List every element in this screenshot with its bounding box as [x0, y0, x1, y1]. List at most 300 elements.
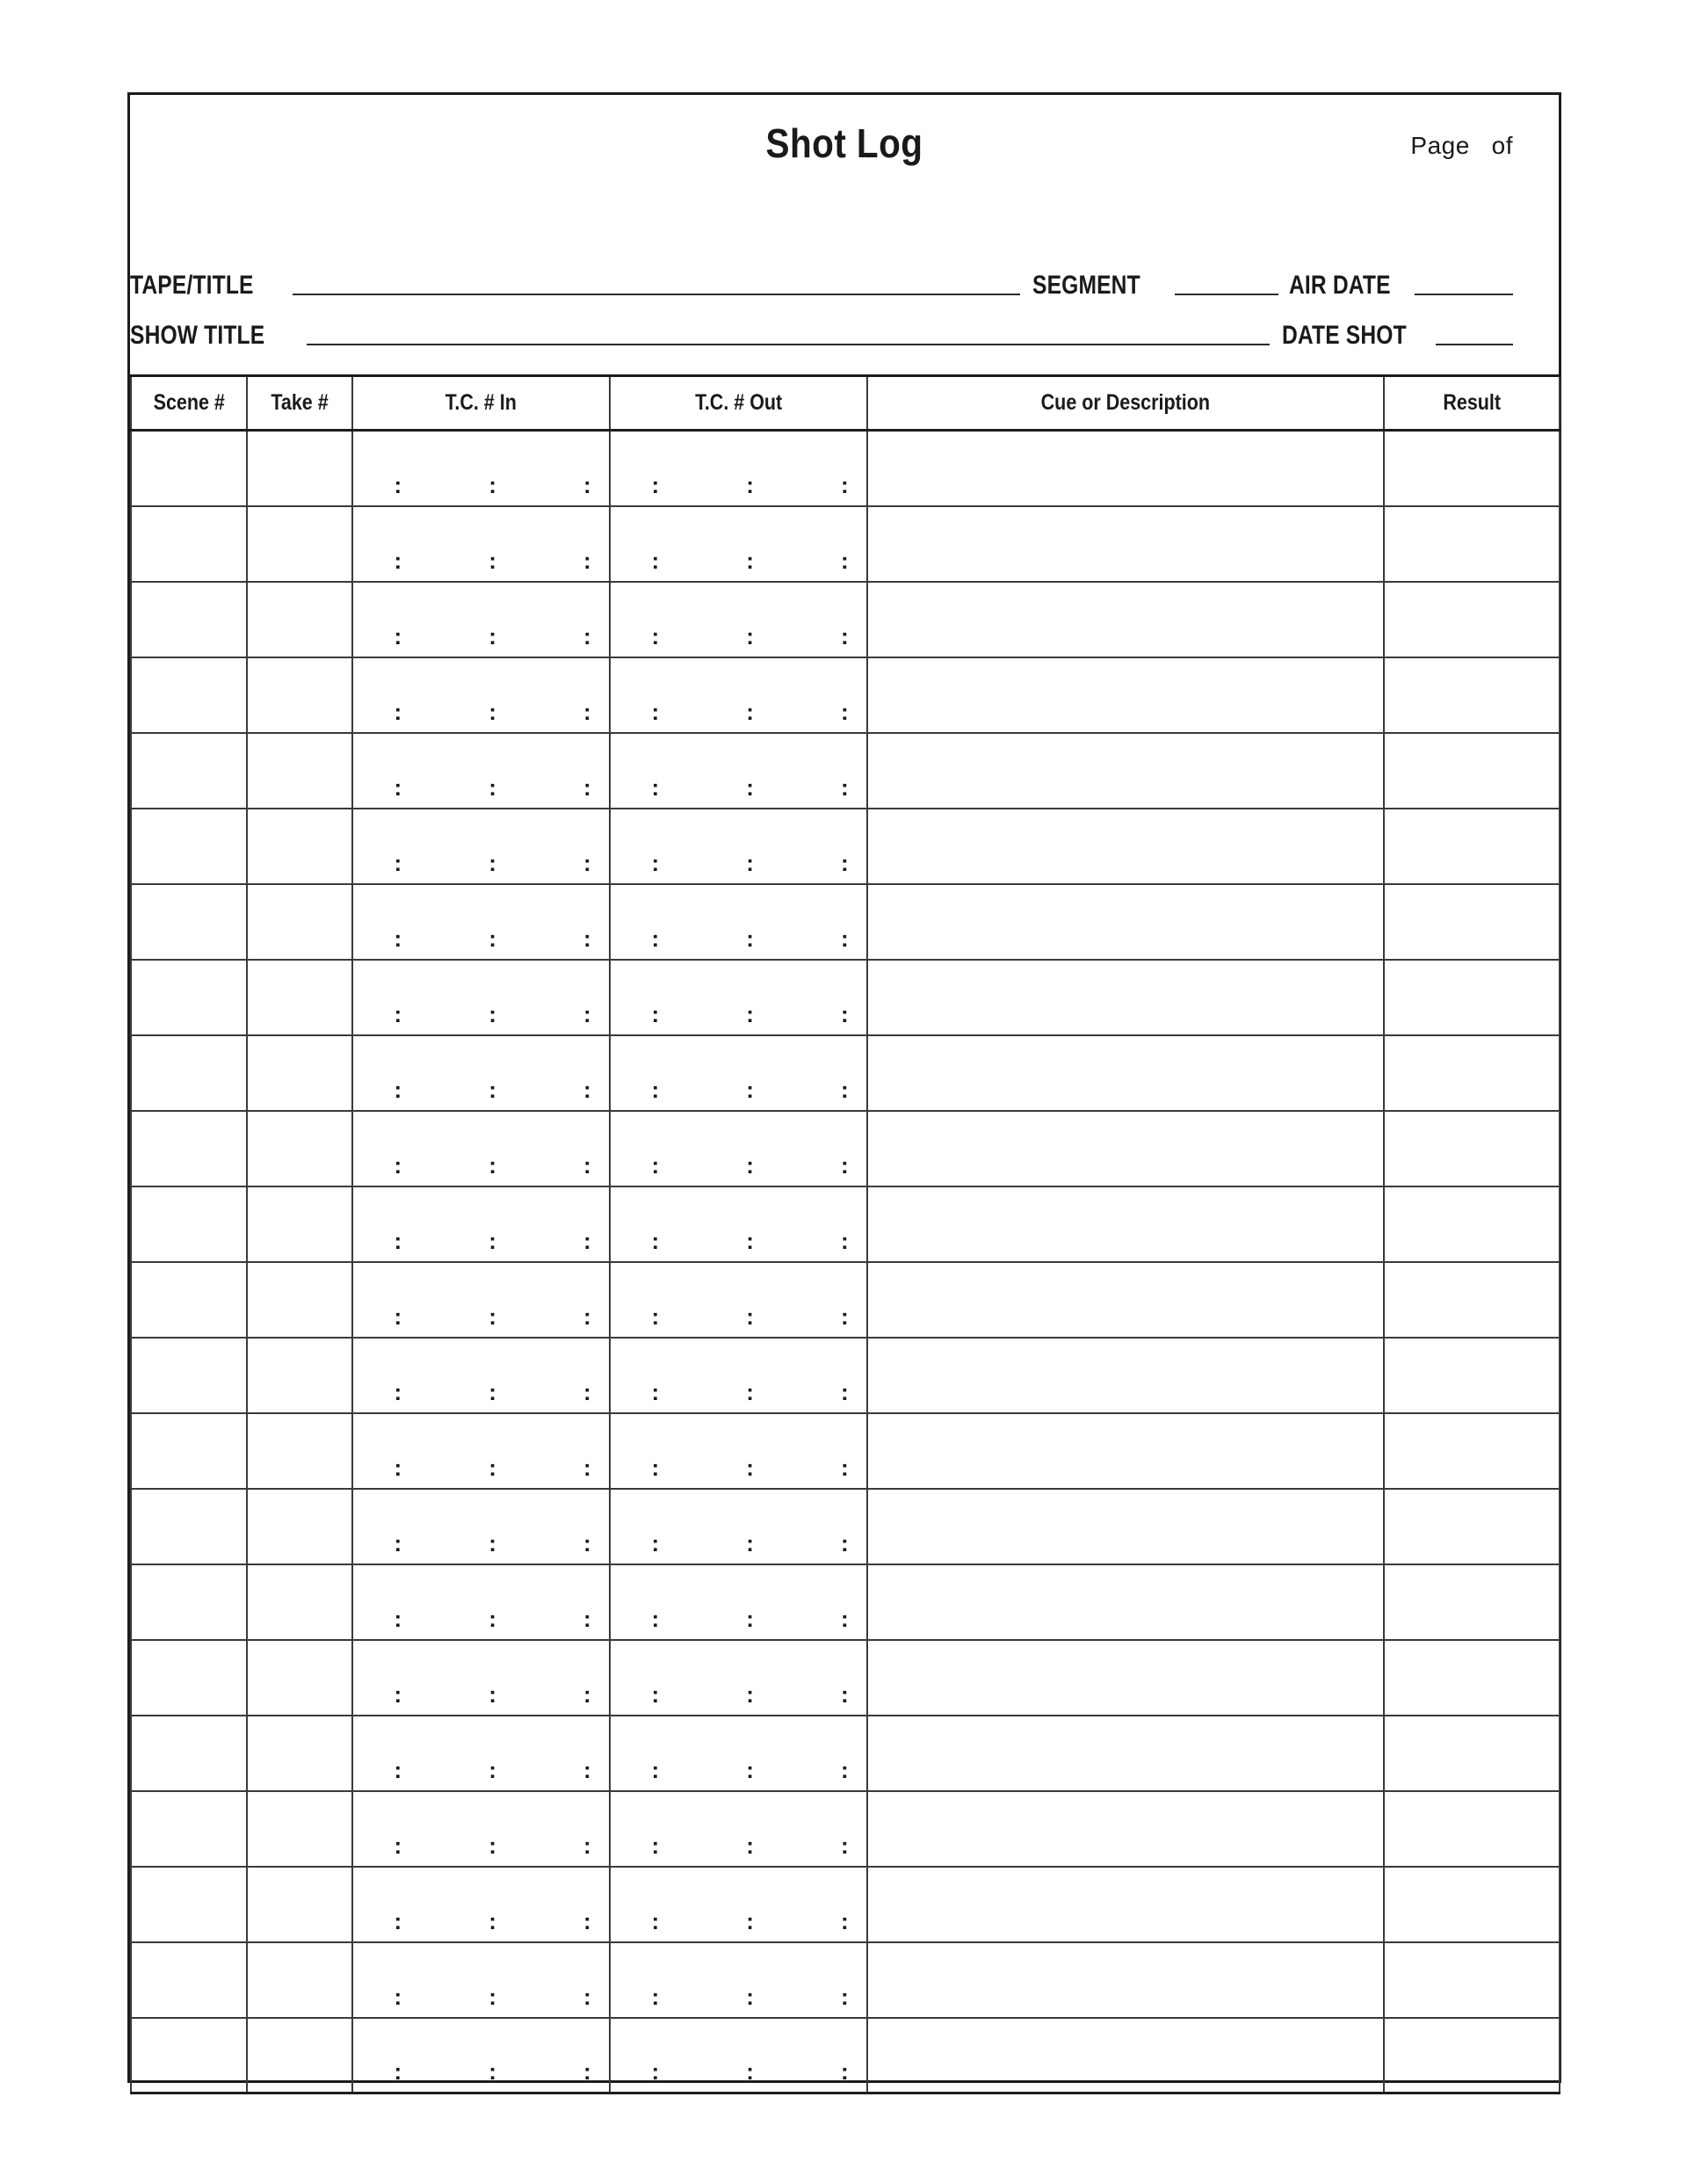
table-row — [131, 809, 1560, 884]
column-header-scene-label: Scene # — [153, 390, 225, 415]
timecode-separators — [394, 925, 591, 952]
cell-result[interactable] — [1384, 1035, 1560, 1111]
cell-tcout[interactable] — [610, 1867, 867, 1942]
cell-tcout[interactable] — [610, 1716, 867, 1791]
colon-separator: : — [489, 1529, 496, 1556]
cell-take[interactable] — [247, 1035, 352, 1111]
cell-take[interactable] — [247, 1111, 352, 1186]
timecode-separators — [651, 1680, 849, 1708]
colon-separator: : — [651, 1151, 660, 1179]
table-row — [131, 1413, 1560, 1489]
timecode-separators — [394, 1454, 591, 1481]
colon-separator: : — [651, 1378, 660, 1405]
table-row — [131, 506, 1560, 582]
date-shot-label: DATE SHOT — [1282, 321, 1407, 350]
cell-scene[interactable] — [131, 1338, 247, 1413]
timecode-separators — [394, 698, 591, 725]
colon-separator: : — [394, 471, 402, 498]
cell-scene[interactable] — [131, 506, 247, 582]
timecode-separators — [394, 471, 591, 498]
colon-separator: : — [583, 1076, 591, 1103]
colon-separator: : — [583, 1756, 591, 1783]
colon-separator: : — [746, 2058, 754, 2085]
timecode-separators — [394, 622, 591, 649]
cell-result[interactable] — [1384, 1186, 1560, 1262]
colon-separator: : — [489, 1832, 496, 1859]
cell-tcin[interactable] — [352, 506, 610, 582]
cell-scene[interactable] — [131, 431, 247, 506]
colon-separator: : — [840, 1151, 849, 1179]
colon-separator: : — [583, 773, 591, 801]
timecode-separators — [651, 1227, 849, 1254]
table-row — [131, 1716, 1560, 1791]
cell-scene[interactable] — [131, 1262, 247, 1338]
table-row — [131, 1186, 1560, 1262]
colon-separator: : — [489, 1454, 496, 1481]
colon-separator: : — [840, 698, 849, 725]
cell-take[interactable] — [247, 1640, 352, 1716]
shot-log-form — [127, 92, 1561, 2083]
colon-separator: : — [840, 1076, 849, 1103]
cell-tcout[interactable] — [610, 1413, 867, 1489]
colon-separator: : — [746, 1000, 754, 1027]
cell-cue[interactable] — [867, 1111, 1384, 1186]
colon-separator: : — [840, 773, 849, 801]
cell-cue[interactable] — [867, 506, 1384, 582]
page-number-field[interactable]: Page of — [1410, 132, 1513, 159]
cell-tcin[interactable] — [352, 1262, 610, 1338]
colon-separator: : — [840, 1378, 849, 1405]
colon-separator: : — [746, 622, 754, 649]
colon-separator: : — [394, 1378, 402, 1405]
timecode-separators — [394, 1076, 591, 1103]
cell-cue[interactable] — [867, 733, 1384, 809]
cell-tcin[interactable] — [352, 582, 610, 657]
colon-separator: : — [746, 1680, 754, 1708]
cell-cue[interactable] — [867, 657, 1384, 733]
colon-separator: : — [394, 622, 402, 649]
cell-cue[interactable] — [867, 1640, 1384, 1716]
header-field-row-2 — [130, 310, 1559, 351]
cell-scene[interactable] — [131, 1716, 247, 1791]
colon-separator: : — [583, 2058, 591, 2085]
cell-result[interactable] — [1384, 809, 1560, 884]
colon-separator: : — [746, 1454, 754, 1481]
colon-separator: : — [651, 1983, 660, 2010]
colon-separator: : — [394, 1680, 402, 1708]
colon-separator: : — [583, 1605, 591, 1632]
cell-cue[interactable] — [867, 1564, 1384, 1640]
cell-result[interactable] — [1384, 1564, 1560, 1640]
cell-result[interactable] — [1384, 2018, 1560, 2093]
cell-take[interactable] — [247, 431, 352, 506]
cell-result[interactable] — [1384, 1791, 1560, 1867]
cell-tcin[interactable] — [352, 960, 610, 1035]
colon-separator: : — [394, 1983, 402, 2010]
colon-separator: : — [651, 1529, 660, 1556]
cell-tcout[interactable] — [610, 1186, 867, 1262]
colon-separator: : — [840, 849, 849, 876]
cell-tcout[interactable] — [610, 1111, 867, 1186]
colon-separator: : — [394, 698, 402, 725]
colon-separator: : — [651, 547, 660, 574]
cell-take[interactable] — [247, 2018, 352, 2093]
cell-tcout[interactable] — [610, 1262, 867, 1338]
colon-separator: : — [583, 1454, 591, 1481]
colon-separator: : — [840, 1529, 849, 1556]
timecode-separators — [394, 1756, 591, 1783]
cell-cue[interactable] — [867, 1867, 1384, 1942]
cell-scene[interactable] — [131, 809, 247, 884]
colon-separator: : — [489, 1378, 496, 1405]
cell-scene[interactable] — [131, 1186, 247, 1262]
cell-result[interactable] — [1384, 1262, 1560, 1338]
cell-cue[interactable] — [867, 960, 1384, 1035]
colon-separator: : — [840, 925, 849, 952]
cell-tcout[interactable] — [610, 2018, 867, 2093]
timecode-separators — [651, 925, 849, 952]
colon-separator: : — [840, 1680, 849, 1708]
segment-label: SEGMENT — [1032, 271, 1140, 300]
colon-separator: : — [489, 1605, 496, 1632]
cell-take[interactable] — [247, 582, 352, 657]
colon-separator: : — [840, 1000, 849, 1027]
colon-separator: : — [840, 1227, 849, 1254]
cell-take[interactable] — [247, 1867, 352, 1942]
cell-scene[interactable] — [131, 1035, 247, 1111]
colon-separator: : — [394, 1227, 402, 1254]
cell-cue[interactable] — [867, 1716, 1384, 1791]
timecode-separators — [651, 1378, 849, 1405]
cell-result[interactable] — [1384, 960, 1560, 1035]
colon-separator: : — [840, 1907, 849, 1934]
cell-cue[interactable] — [867, 1338, 1384, 1413]
colon-separator: : — [651, 925, 660, 952]
timecode-separators — [651, 622, 849, 649]
colon-separator: : — [651, 622, 660, 649]
cell-cue[interactable] — [867, 582, 1384, 657]
cell-tcout[interactable] — [610, 1640, 867, 1716]
colon-separator: : — [583, 698, 591, 725]
colon-separator: : — [746, 471, 754, 498]
timecode-separators — [394, 1529, 591, 1556]
colon-separator: : — [489, 1000, 496, 1027]
cell-tcin[interactable] — [352, 1942, 610, 2018]
timecode-separators — [651, 1529, 849, 1556]
cell-cue[interactable] — [867, 1489, 1384, 1564]
cell-take[interactable] — [247, 1489, 352, 1564]
cell-result[interactable] — [1384, 1413, 1560, 1489]
colon-separator: : — [651, 773, 660, 801]
colon-separator: : — [746, 925, 754, 952]
cell-tcin[interactable] — [352, 1489, 610, 1564]
colon-separator: : — [583, 547, 591, 574]
colon-separator: : — [746, 1302, 754, 1330]
timecode-separators — [394, 1302, 591, 1330]
colon-separator: : — [651, 471, 660, 498]
table-row — [131, 1262, 1560, 1338]
cell-cue[interactable] — [867, 809, 1384, 884]
cell-tcout[interactable] — [610, 657, 867, 733]
cell-tcin[interactable] — [352, 1111, 610, 1186]
cell-result[interactable] — [1384, 884, 1560, 960]
cell-take[interactable] — [247, 960, 352, 1035]
cell-tcin[interactable] — [352, 2018, 610, 2093]
cell-scene[interactable] — [131, 1942, 247, 2018]
table-row — [131, 657, 1560, 733]
colon-separator: : — [746, 773, 754, 801]
cell-result[interactable] — [1384, 1111, 1560, 1186]
cell-tcout[interactable] — [610, 582, 867, 657]
cell-take[interactable] — [247, 506, 352, 582]
colon-separator: : — [840, 1302, 849, 1330]
timecode-separators — [394, 1000, 591, 1027]
cell-tcout[interactable] — [610, 431, 867, 506]
column-header-tc-in-label: T.C. # In — [445, 390, 518, 415]
cell-result[interactable] — [1384, 506, 1560, 582]
colon-separator: : — [394, 1454, 402, 1481]
cell-cue[interactable] — [867, 1791, 1384, 1867]
column-header-result-label: Result — [1443, 390, 1501, 415]
colon-separator: : — [489, 1907, 496, 1934]
colon-separator: : — [489, 471, 496, 498]
cell-cue[interactable] — [867, 1942, 1384, 2018]
colon-separator: : — [651, 1302, 660, 1330]
colon-separator: : — [651, 1076, 660, 1103]
timecode-separators — [651, 471, 849, 498]
column-header-result — [1384, 376, 1560, 431]
colon-separator: : — [583, 1529, 591, 1556]
cell-tcout[interactable] — [610, 1791, 867, 1867]
colon-separator: : — [394, 1832, 402, 1859]
table-body — [131, 431, 1560, 2093]
cell-tcin[interactable] — [352, 1413, 610, 1489]
colon-separator: : — [583, 622, 591, 649]
timecode-separators — [651, 1605, 849, 1632]
column-header-take-label: Take # — [271, 390, 329, 415]
show-title-label: SHOW TITLE — [130, 321, 265, 350]
cell-cue[interactable] — [867, 1186, 1384, 1262]
colon-separator: : — [746, 1151, 754, 1179]
cell-tcout[interactable] — [610, 1942, 867, 2018]
form-header — [130, 95, 1559, 374]
table-row — [131, 733, 1560, 809]
colon-separator: : — [394, 547, 402, 574]
cell-cue[interactable] — [867, 2018, 1384, 2093]
colon-separator: : — [394, 925, 402, 952]
colon-separator: : — [489, 1680, 496, 1708]
colon-separator: : — [489, 2058, 496, 2085]
cell-cue[interactable] — [867, 884, 1384, 960]
cell-take[interactable] — [247, 1413, 352, 1489]
cell-tcin[interactable] — [352, 1640, 610, 1716]
colon-separator: : — [489, 849, 496, 876]
timecode-separators — [651, 1000, 849, 1027]
timecode-separators — [394, 1907, 591, 1934]
cell-take[interactable] — [247, 1564, 352, 1640]
colon-separator: : — [489, 1227, 496, 1254]
table-row — [131, 1111, 1560, 1186]
cell-scene[interactable] — [131, 960, 247, 1035]
colon-separator: : — [583, 849, 591, 876]
cell-scene[interactable] — [131, 1640, 247, 1716]
cell-tcout[interactable] — [610, 733, 867, 809]
page-title: Shot Log — [765, 120, 923, 166]
cell-take[interactable] — [247, 884, 352, 960]
colon-separator: : — [651, 1605, 660, 1632]
cell-scene[interactable] — [131, 884, 247, 960]
header-field-row-1 — [130, 260, 1559, 301]
cell-cue[interactable] — [867, 1413, 1384, 1489]
cell-cue[interactable] — [867, 1262, 1384, 1338]
timecode-separators — [394, 1983, 591, 2010]
cell-result[interactable] — [1384, 1867, 1560, 1942]
cell-take[interactable] — [247, 1791, 352, 1867]
colon-separator: : — [746, 849, 754, 876]
colon-separator: : — [840, 547, 849, 574]
cell-scene[interactable] — [131, 1791, 247, 1867]
cell-tcout[interactable] — [610, 884, 867, 960]
timecode-separators — [651, 1151, 849, 1179]
table-row — [131, 1791, 1560, 1867]
cell-take[interactable] — [247, 1716, 352, 1791]
colon-separator: : — [489, 1756, 496, 1783]
cell-tcout[interactable] — [610, 506, 867, 582]
column-header-take — [247, 376, 352, 431]
colon-separator: : — [651, 2058, 660, 2085]
colon-separator: : — [746, 1378, 754, 1405]
cell-result[interactable] — [1384, 1489, 1560, 1564]
cell-tcin[interactable] — [352, 733, 610, 809]
table-row — [131, 960, 1560, 1035]
timecode-separators — [394, 1605, 591, 1632]
colon-separator: : — [489, 622, 496, 649]
tape-title-input-rule[interactable] — [293, 294, 1020, 295]
cell-result[interactable] — [1384, 657, 1560, 733]
cell-tcin[interactable] — [352, 657, 610, 733]
colon-separator: : — [840, 1756, 849, 1783]
colon-separator: : — [489, 698, 496, 725]
cell-take[interactable] — [247, 657, 352, 733]
show-title-input-rule[interactable] — [307, 344, 1270, 345]
timecode-separators — [651, 1076, 849, 1103]
colon-separator: : — [746, 1983, 754, 2010]
cell-tcout[interactable] — [610, 1338, 867, 1413]
cell-take[interactable] — [247, 809, 352, 884]
cell-tcout[interactable] — [610, 1564, 867, 1640]
table-header-row — [131, 376, 1560, 431]
colon-separator: : — [394, 1529, 402, 1556]
cell-take[interactable] — [247, 1338, 352, 1413]
column-header-tc-out-label: T.C. # Out — [694, 390, 783, 415]
cell-scene[interactable] — [131, 582, 247, 657]
colon-separator: : — [746, 1907, 754, 1934]
cell-tcin[interactable] — [352, 431, 610, 506]
colon-separator: : — [840, 2058, 849, 2085]
colon-separator: : — [583, 925, 591, 952]
cell-cue[interactable] — [867, 1035, 1384, 1111]
cell-cue[interactable] — [867, 431, 1384, 506]
colon-separator: : — [746, 547, 754, 574]
cell-take[interactable] — [247, 733, 352, 809]
cell-tcin[interactable] — [352, 1867, 610, 1942]
cell-result[interactable] — [1384, 1716, 1560, 1791]
cell-result[interactable] — [1384, 431, 1560, 506]
timecode-separators — [394, 1680, 591, 1708]
timecode-separators — [651, 773, 849, 801]
cell-scene[interactable] — [131, 2018, 247, 2093]
timecode-separators — [651, 1832, 849, 1859]
colon-separator: : — [840, 1605, 849, 1632]
timecode-separators — [651, 1302, 849, 1330]
cell-result[interactable] — [1384, 733, 1560, 809]
table-row — [131, 1489, 1560, 1564]
cell-tcin[interactable] — [352, 1338, 610, 1413]
colon-separator: : — [583, 1302, 591, 1330]
cell-result[interactable] — [1384, 1942, 1560, 2018]
date-shot-input-rule[interactable] — [1436, 344, 1513, 345]
cell-scene[interactable] — [131, 1564, 247, 1640]
cell-tcout[interactable] — [610, 809, 867, 884]
air-date-input-rule[interactable] — [1415, 294, 1513, 295]
cell-scene[interactable] — [131, 1413, 247, 1489]
column-header-tc-in — [352, 376, 610, 431]
cell-tcout[interactable] — [610, 1035, 867, 1111]
colon-separator: : — [651, 849, 660, 876]
table-row — [131, 1942, 1560, 2018]
cell-scene[interactable] — [131, 733, 247, 809]
table-row — [131, 1867, 1560, 1942]
cell-tcout[interactable] — [610, 1489, 867, 1564]
colon-separator: : — [394, 2058, 402, 2085]
tape-title-label: TAPE/TITLE — [130, 271, 254, 300]
cell-tcin[interactable] — [352, 1716, 610, 1791]
cell-result[interactable] — [1384, 1640, 1560, 1716]
cell-tcin[interactable] — [352, 809, 610, 884]
timecode-separators — [651, 547, 849, 574]
timecode-separators — [394, 1832, 591, 1859]
colon-separator: : — [746, 1529, 754, 1556]
cell-take[interactable] — [247, 1262, 352, 1338]
cell-result[interactable] — [1384, 1338, 1560, 1413]
colon-separator: : — [840, 1454, 849, 1481]
colon-separator: : — [746, 1605, 754, 1632]
cell-scene[interactable] — [131, 1489, 247, 1564]
colon-separator: : — [840, 1983, 849, 2010]
colon-separator: : — [489, 547, 496, 574]
colon-separator: : — [394, 1076, 402, 1103]
colon-separator: : — [394, 849, 402, 876]
cell-scene[interactable] — [131, 657, 247, 733]
colon-separator: : — [489, 1151, 496, 1179]
colon-separator: : — [651, 1832, 660, 1859]
cell-tcin[interactable] — [352, 1564, 610, 1640]
cell-take[interactable] — [247, 1942, 352, 2018]
colon-separator: : — [746, 698, 754, 725]
cell-tcin[interactable] — [352, 884, 610, 960]
cell-result[interactable] — [1384, 582, 1560, 657]
cell-tcin[interactable] — [352, 1035, 610, 1111]
cell-take[interactable] — [247, 1186, 352, 1262]
cell-tcin[interactable] — [352, 1186, 610, 1262]
colon-separator: : — [583, 1832, 591, 1859]
segment-input-rule[interactable] — [1175, 294, 1278, 295]
timecode-separators — [651, 1907, 849, 1934]
cell-scene[interactable] — [131, 1867, 247, 1942]
cell-tcin[interactable] — [352, 1791, 610, 1867]
cell-tcout[interactable] — [610, 960, 867, 1035]
cell-scene[interactable] — [131, 1111, 247, 1186]
